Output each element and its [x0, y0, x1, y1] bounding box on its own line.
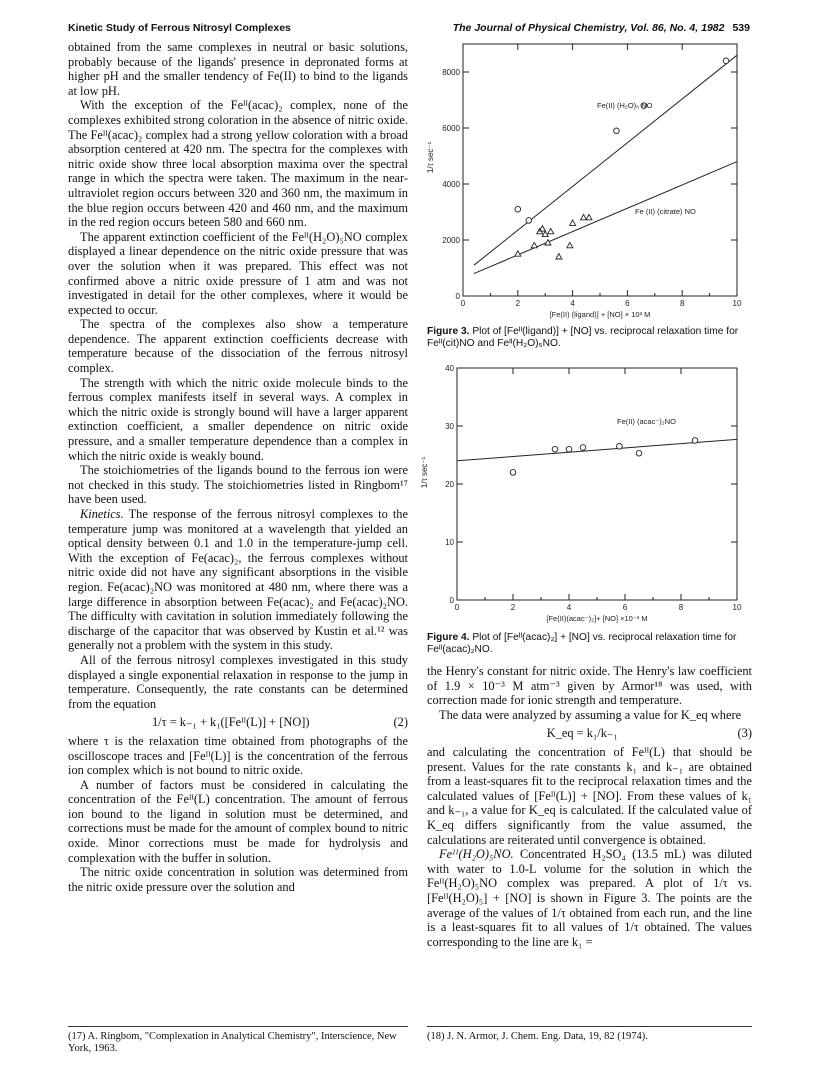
data-point-circle — [614, 128, 620, 134]
data-point-circle — [636, 450, 642, 456]
figure-3-caption — [427, 326, 757, 350]
equation-3 — [427, 726, 752, 741]
equation-2 — [68, 715, 408, 730]
data-point-circle — [723, 58, 729, 64]
section-heading: Kinetics. — [80, 507, 124, 521]
y-tick-label: 6000 — [442, 124, 460, 133]
equation-number: (2) — [393, 715, 408, 730]
footnote-rule — [68, 1026, 408, 1027]
plot-frame — [457, 368, 737, 600]
paragraph — [427, 847, 752, 949]
running-header: Kinetic Study of Ferrous Nitrosyl Complexes — [68, 22, 291, 34]
data-point-triangle — [586, 214, 592, 219]
y-tick-label: 40 — [445, 364, 454, 373]
x-tick-label: 4 — [570, 299, 575, 308]
equation-text: K_eq = k₁/k₋₁ — [546, 726, 618, 741]
x-tick-label: 6 — [622, 603, 628, 612]
paragraph: A number of factors must be considered in calculating the concentration of the Feᴵᴵ(L) concentration. The amount of ferrous ion bound to the ligand in solution must be determined, and corrections must be made for the amount of complex bound to nitric oxide. Minor corrections must be made for hydrolysis and complexation with the buffer in solution. — [68, 777, 408, 865]
x-tick-label: 10 — [732, 603, 742, 612]
y-tick-label: 2000 — [442, 236, 460, 245]
y-tick-label: 30 — [445, 422, 454, 431]
data-point-triangle — [539, 226, 545, 231]
paragraph: The data were analyzed by assuming a value for K_eq where — [439, 707, 742, 722]
data-point-triangle — [556, 254, 562, 259]
x-tick-label: 8 — [678, 603, 684, 612]
figure-4-chart — [420, 360, 752, 623]
y-tick-label: 8000 — [442, 68, 460, 77]
x-tick-label: 2 — [510, 603, 516, 612]
paragraph: The strength with which the nitric oxide molecule binds to the ferrous complex manifests itself in several ways. A complex in which the nitric oxide is strongly bound will have a larger apparent extinction coefficient, a smaller dependence on nitric oxide pressure, and a smaller temperature dependence than a complex in which the nitric oxide is weakly bound. — [68, 375, 408, 463]
paragraph-text: The response of the ferrous nitrosyl complexes to the temperature jump was monitored at a wavelength that yielded an optical density between 0.1 and 1.0 in the temperature-jump cell. With the exception of Fe(acac)₂, the ferrous complexes without nitric oxide did not have any significant absorptions in the visible region. Fe(acac)₂NO was monitored at 480 nm, where there was a large difference in absorption between Fe(acac)₂ and Fe(acac)₂NO. The difficulty with cavitation in solution immediately following the discharge of the capacitor that was observed by Kustin et al.¹² was generally not a problem with the system in this study. — [68, 507, 408, 653]
paragraph: The nitric oxide concentration in solution was determined from the nitric oxide pressure over the solution and — [68, 865, 408, 894]
series-label: Fe(II) (acac⁻)₂NO — [617, 417, 676, 426]
x-tick-label: 8 — [679, 299, 685, 308]
data-point-triangle — [531, 242, 537, 247]
plot-frame — [463, 44, 737, 296]
fit-line — [474, 55, 737, 265]
figure-4-caption — [427, 632, 762, 656]
caption-text: Plot of [Feᴵᴵ(acac)₂] + [NO] vs. reciprocal relaxation time for Feᴵᴵ(acac)₂NO. — [427, 632, 737, 655]
y-tick-label: 4000 — [442, 180, 460, 189]
paragraph: All of the ferrous nitrosyl complexes investigated in this study displayed a single exponential relaxation in response to the jump in temperature. Consequently, the rate constants can be determined from the equation — [68, 652, 408, 711]
x-axis-label: [Fe(II) (ligand)] + [NO] × 10³ M — [549, 310, 651, 319]
figure-3-chart — [427, 36, 752, 320]
x-tick-label: 2 — [515, 299, 521, 308]
paragraph: and calculating the concentration of Feᴵᴵ(L) that should be present. Values for the rate constants k₁ and k₋₁ are obtained from a least-squares fit to the reciprocal relaxation times and the calculated values of [Feᴵᴵ(L)] + [NO]. From these values of k₁ and k₋₁, a value for K_eq is calculated. If the calculated value of K_eq differs significantly from the value assumed, the calculations are reiterated until convergence is obtained. — [427, 744, 752, 847]
paragraph: where τ is the relaxation time obtained from photographs of the oscilloscope traces and [Feᴵᴵ(L)] is the concentration of the ferrous ion complex which is not bound to nitric oxide. — [68, 733, 408, 778]
left-column — [68, 40, 408, 894]
series-label: Fe(II) (H₂O)₅ NO — [597, 101, 653, 110]
page-number: 539 — [732, 22, 750, 34]
y-tick-label: 10 — [445, 538, 454, 547]
journal-name: The Journal of Physical Chemistry, Vol. 86, No. 4, 1982 — [452, 22, 725, 34]
caption-label: Figure 4. — [427, 632, 470, 643]
equation-number: (3) — [737, 726, 752, 741]
paragraph — [68, 507, 408, 653]
caption-text: Plot of [Feᴵᴵ(ligand)] + [NO] vs. reciprocal relaxation time for Feᴵᴵ(cit)NO and Feᴵᴵ(H₂O)₅NO. — [427, 326, 739, 349]
data-point-circle — [552, 446, 558, 452]
data-point-triangle — [548, 228, 554, 233]
paragraph: The spectra of the complexes also show a temperature dependence. The apparent extinction coefficients decrease with temperature because of the dissociation of the ferrous nitrosyl complex. — [68, 317, 408, 376]
data-point-triangle — [570, 220, 576, 225]
data-point-circle — [526, 218, 532, 224]
section-heading: Feᴵᴵ(H₂O)₅NO. — [439, 847, 514, 862]
journal-citation-header — [453, 22, 750, 34]
paragraph: The apparent extinction coefficient of the Feᴵᴵ(H₂O)₅NO complex displayed a linear dependence on the nitric oxide pressure that was over the solution when it was prepared. This effect was not confirmed above a nitric oxide pressure of 1 atm and was not investigated in detail for the other complexes, where it would be expected to occur. — [68, 229, 408, 317]
data-point-triangle — [545, 240, 551, 245]
data-point-circle — [566, 446, 572, 452]
paragraph: the Henry's constant for nitric oxide. The Henry's law coefficient of 1.9 × 10⁻³ M atm⁻³ given by Armor¹⁸ was used, with correction made for ionic strength and temperature. — [427, 664, 752, 708]
data-point-circle — [617, 444, 623, 450]
x-tick-label: 4 — [566, 603, 572, 612]
data-point-circle — [692, 438, 698, 444]
fit-line — [474, 162, 737, 274]
data-point-circle — [580, 445, 586, 451]
y-tick-label: 0 — [455, 292, 460, 301]
y-tick-label: 0 — [449, 596, 454, 605]
y-axis-label: 1/τ sec⁻¹ — [426, 141, 435, 174]
footnote-17: (17) A. Ringbom, "Complexation in Analytical Chemistry", Interscience, New York, 1963. — [68, 1031, 397, 1054]
data-point-triangle — [581, 214, 587, 219]
paragraph: obtained from the same complexes in neutral or basic solutions, probably because of the ligands' presence in depronated forms at higher pH and the smaller tendency of Fe(II) to bind to the ligands at low pH. — [68, 40, 408, 98]
footnote-18: (18) J. N. Armor, J. Chem. Eng. Data, 19, 82 (1974). — [427, 1031, 648, 1042]
y-axis-label: 1/τ sec⁻¹ — [420, 456, 429, 489]
series-label: Fe (II) (citrate) NO — [635, 207, 696, 216]
x-tick-label: 0 — [460, 299, 466, 308]
footnote-rule — [427, 1026, 752, 1027]
equation-text: 1/τ = k₋₁ + k₁([Feᴵᴵ(L)] + [NO]) — [151, 715, 310, 730]
x-axis-label: [Fe(II)(acac⁻)₂]+ [NO] ×10⁻³ M — [546, 614, 648, 623]
y-tick-label: 20 — [445, 480, 454, 489]
data-point-circle — [510, 470, 516, 476]
x-tick-label: 0 — [454, 603, 460, 612]
right-column — [427, 664, 752, 949]
x-tick-label: 10 — [732, 299, 742, 308]
data-point-triangle — [567, 242, 573, 247]
paragraph: With the exception of the Feᴵᴵ(acac)₂ complex, none of the complexes exhibited strong coloration in the absence of nitric oxide. The Feᴵᴵ(acac)₂ complex had a strong yellow coloration with a broad absorption centered at 420 nm. The spectra for the complexes with nitric oxide show three local absorption maxima over the spectral range in which the spectra were taken. The maximum in the near-ultraviolet region occurs between 320 and 360 nm, the maximum in the blue region occurs between 420 and 460 nm, and the maximum in the red region occurs beteen 580 and 660 nm. — [68, 98, 408, 230]
x-tick-label: 6 — [625, 299, 630, 308]
caption-label: Figure 3. — [427, 326, 470, 337]
figure-3 — [427, 36, 752, 325]
paragraph-text: Concentrated H₂SO₄ (13.5 mL) was diluted with water to 1.0-L volume for the solution in which the Feᴵᴵ(H₂O)₅NO complex was prepared. A plot of 1/τ vs. [Feᴵᴵ(H₂O)₅] + [NO] is shown in Figure 3. The points are the average of the values of 1/τ obtained from each run, and the line is a least-squares fit to all values of 1/τ obtained. The values corresponding to the line are k₁ = — [427, 847, 752, 949]
figure-4 — [420, 360, 752, 627]
paragraph: The stoichiometries of the ligands bound to the ferrous ion were not checked in this study. The stoichiometries listed in Ringbom¹⁷ have been used. — [68, 463, 408, 507]
data-point-circle — [515, 206, 521, 212]
